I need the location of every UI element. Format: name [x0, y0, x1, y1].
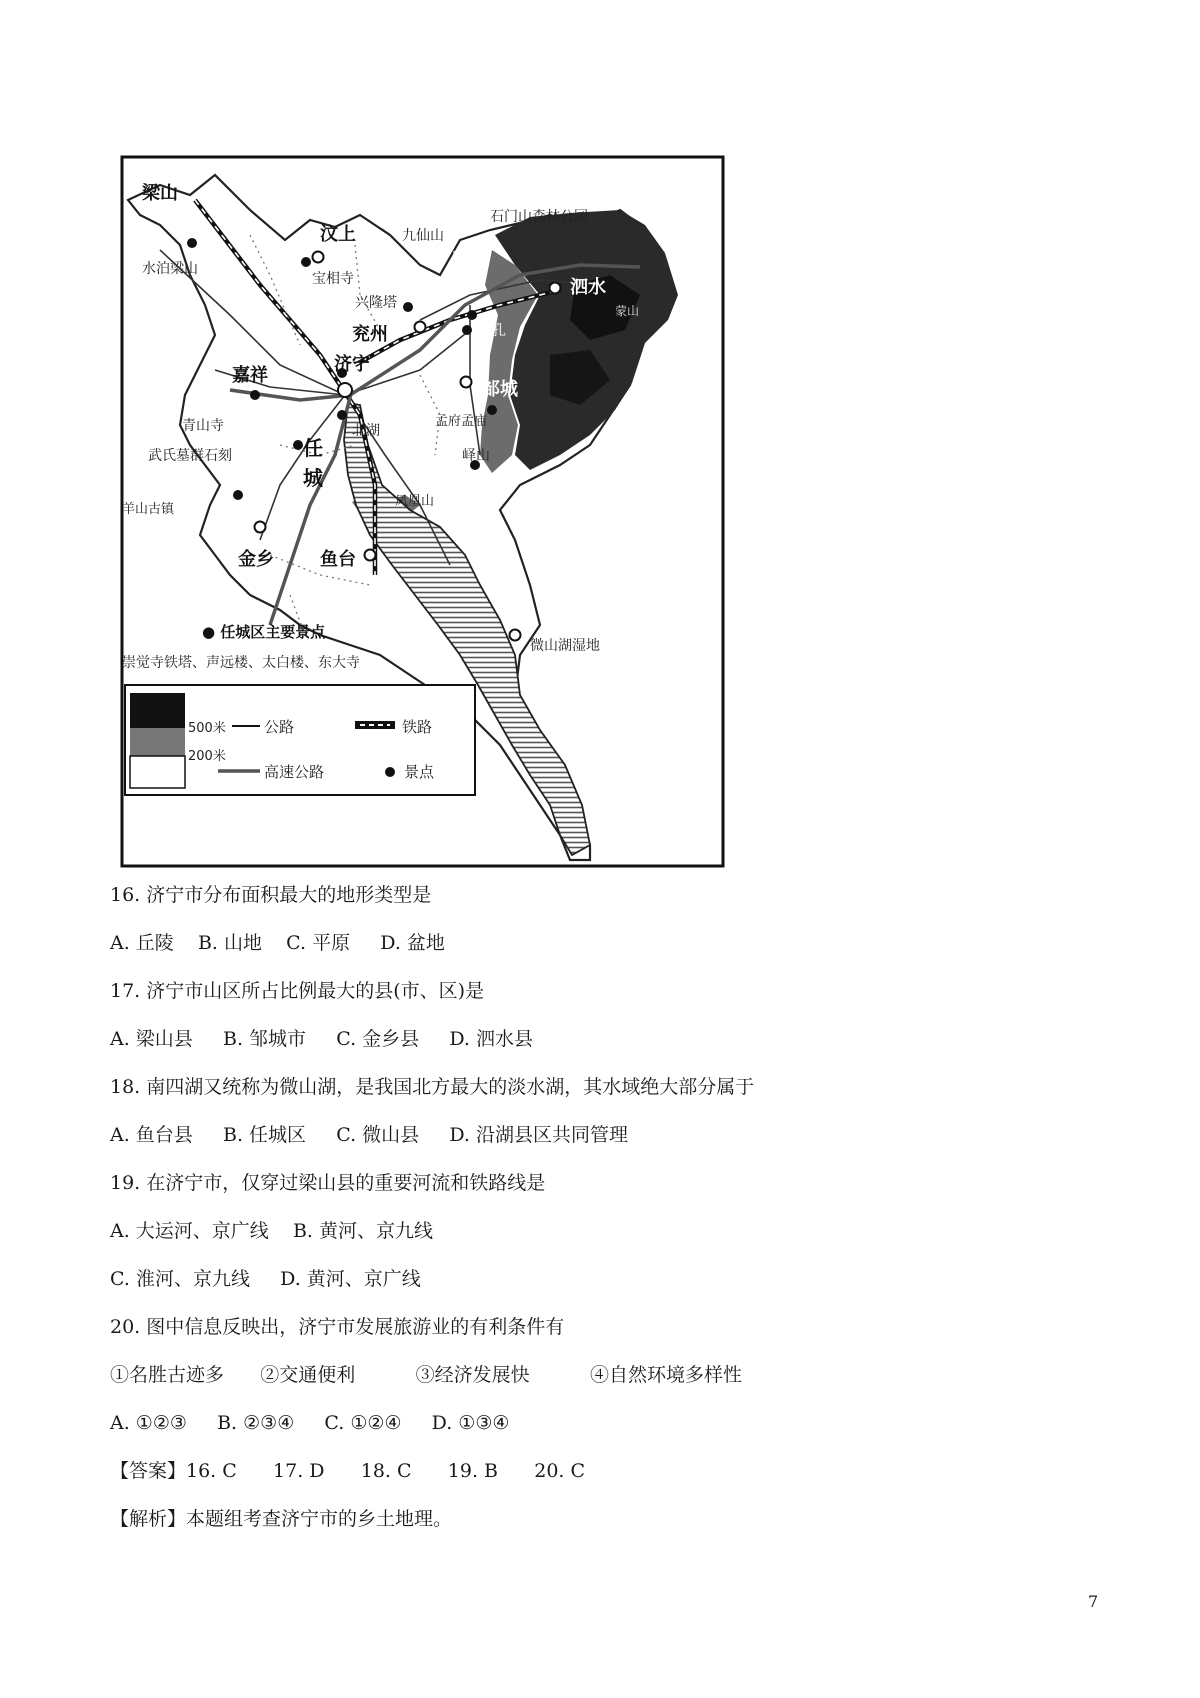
question-18-options: A. 鱼台县 B. 任城区 C. 微山县 D. 沿湖县区共同管理: [110, 1124, 629, 1146]
answer-line: 【答案】16. C 17. D 18. C 19. B 20. C: [110, 1460, 586, 1482]
question-20-options: A. ①②③ B. ②③④ C. ①②④ D. ①③④: [110, 1412, 510, 1434]
question-17: 17. 济宁市山区所占比例最大的县(市、区)是: [110, 980, 485, 1002]
question-17-options: A. 梁山县 B. 邹城市 C. 金乡县 D. 泗水县: [110, 1028, 534, 1050]
label-qufu: 曲阜: [452, 247, 488, 268]
legend-spot: 景点: [404, 763, 435, 781]
label-fenghuang: 凤凰山: [395, 494, 435, 509]
question-18: 18. 南四湖又统称为微山湖，是我国北方最大的淡水湖，其水域绝大部分属于: [110, 1076, 755, 1098]
page-number: 7: [1088, 1592, 1099, 1611]
label-jining: 济宁: [334, 354, 370, 375]
question-16: 16. 济宁市分布面积最大的地形类型是: [110, 884, 432, 906]
label-jiaxiang: 嘉祥: [232, 365, 268, 386]
label-qingshan: 青山寺: [182, 418, 224, 434]
label-yanzhou: 兖州: [352, 324, 388, 345]
label-sishui: 泗水: [570, 277, 606, 298]
label-rencheng-1: 任: [303, 436, 323, 460]
label-xinglong: 兴隆塔: [355, 295, 397, 311]
label-shimen: 石门山森林公园: [490, 209, 588, 225]
rencheng-key-label: ● 任城区主要景点: [202, 623, 326, 641]
label-zoucheng: 邹城: [482, 379, 518, 400]
label-beihu: 北湖: [352, 423, 380, 439]
question-19: 19. 在济宁市，仅穿过梁山县的重要河流和铁路线是: [110, 1172, 546, 1194]
label-wenshang: 汶上: [320, 224, 356, 245]
label-shuipo: 水泊梁山: [142, 261, 198, 277]
legend-rail: 铁路: [402, 718, 433, 736]
label-yangshan: 羊山古镇: [122, 502, 175, 517]
label-mengshan: 蒙山: [615, 304, 640, 318]
label-yutai: 鱼台: [320, 549, 356, 570]
question-20: 20. 图中信息反映出，济宁市发展旅游业的有利条件有: [110, 1316, 565, 1338]
label-mengfu: 孟府孟庙: [435, 414, 488, 429]
question-19-options-2: C. 淮河、京九线 D. 黄河、京广线: [110, 1268, 421, 1290]
jining-map-figure: [120, 155, 725, 868]
map-legend: [125, 685, 475, 795]
analysis-line: 【解析】本题组考查济宁市的乡土地理。: [110, 1508, 453, 1530]
label-yishan: 峄山: [462, 448, 490, 464]
label-liangshan: 梁山: [142, 183, 178, 204]
rencheng-key-list: 崇觉寺铁塔、声远楼、太白楼、东大寺: [122, 655, 360, 671]
label-jinxiang: 金乡: [238, 549, 274, 570]
label-wushi: 武氏墓群石刻: [148, 448, 232, 464]
legend-road: 公路: [264, 718, 295, 736]
question-19-options-1: A. 大运河、京广线 B. 黄河、京九线: [110, 1220, 434, 1242]
legend-highway: 高速公路: [264, 763, 325, 781]
label-rencheng-2: 城: [303, 466, 323, 490]
label-weishan: 微山湖湿地: [530, 638, 600, 654]
label-sankong: 三孔: [478, 323, 506, 339]
question-20-statements: ①名胜古迹多 ②交通便利 ③经济发展快 ④自然环境多样性: [110, 1364, 743, 1386]
legend-500m: 500米: [188, 721, 226, 736]
label-baoxiang: 宝相寺: [312, 271, 354, 287]
label-jiuxian: 九仙山: [402, 228, 444, 244]
question-16-options: A. 丘陵 B. 山地 C. 平原 D. 盆地: [110, 932, 445, 954]
legend-200m: 200米: [188, 749, 226, 764]
